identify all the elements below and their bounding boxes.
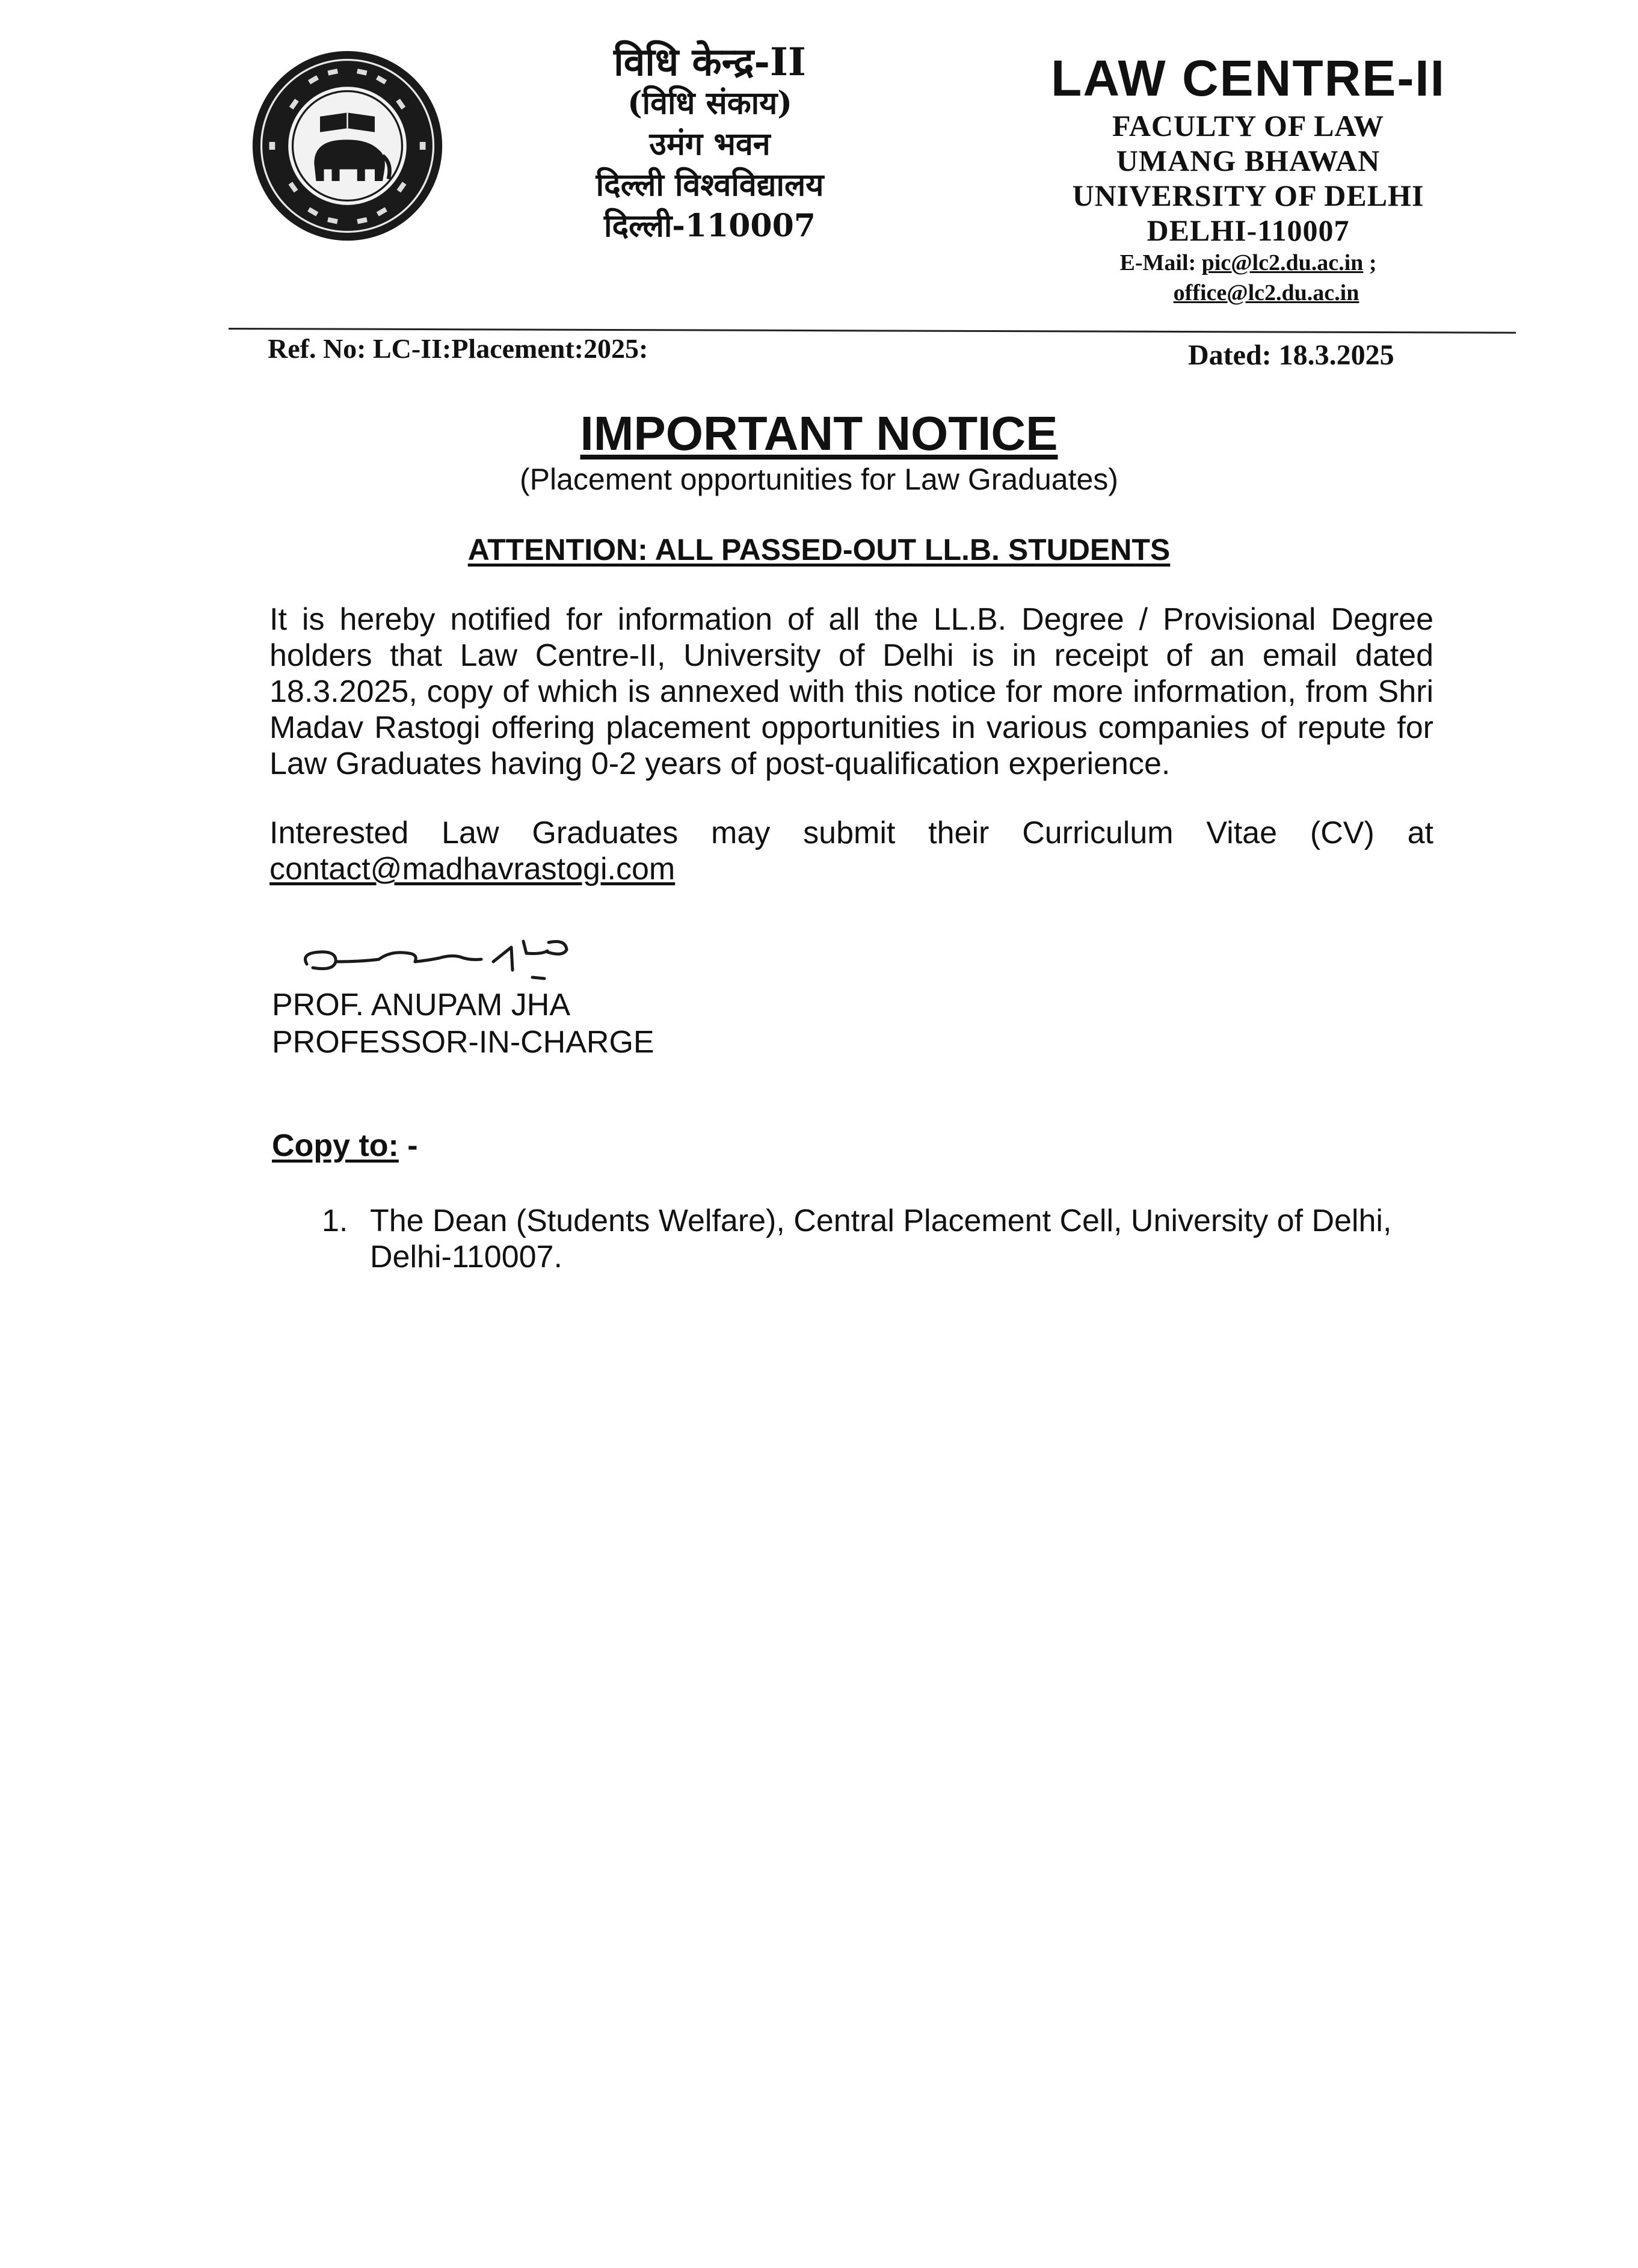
- list-item-text: The Dean (Students Welfare), Central Placement Cell, University of Delhi, Delhi-110007.: [370, 1203, 1392, 1274]
- signatory-name: PROF. ANUPAM JHA: [272, 988, 571, 1022]
- handwritten-signature-icon: [289, 917, 662, 989]
- email-line: [1005, 278, 1492, 308]
- university-seal-icon: [250, 48, 445, 244]
- signatory-block: [272, 986, 654, 1061]
- email-line: [1005, 248, 1492, 278]
- notice-date: Dated: 18.3.2025: [1188, 339, 1394, 371]
- email-separator: ;: [1369, 250, 1377, 275]
- hindi-line: दिल्ली विश्वविद्यालय: [596, 167, 824, 203]
- notice-paragraph: It is hereby notified for information of all the LL.B. Degree / Provisional Degree holders that Law Centre-II, University of Delhi is in receipt of an email dated 18.3.2025, copy of which is annexed with this notice for more information, from Shri Madav Rastogi offering placement opportunities in various companies of repute for Law Graduates having 0-2 years of post-qualification experience.: [269, 602, 1433, 781]
- address-line: UNIVERSITY OF DELHI: [1072, 179, 1424, 212]
- address-line: FACULTY OF LAW: [1112, 109, 1384, 143]
- hindi-letterhead: [523, 42, 896, 247]
- address-line: DELHI-110007: [1147, 214, 1350, 247]
- email-link[interactable]: office@lc2.du.ac.in: [1173, 280, 1359, 306]
- english-letterhead: [1005, 48, 1492, 308]
- list-item-number: 1.: [322, 1203, 348, 1238]
- copy-to-heading: [272, 1128, 418, 1164]
- attention-heading: ATTENTION: ALL PASSED-OUT LL.B. STUDENTS: [467, 533, 1171, 567]
- notice-paragraph: [269, 815, 1433, 887]
- signatory-designation: PROFESSOR-IN-CHARGE: [272, 1025, 654, 1060]
- paragraph-text: Interested Law Graduates may submit their Curriculum Vitae (CV) at: [269, 816, 1433, 850]
- copy-to-label: Copy to:: [272, 1128, 399, 1163]
- email-link[interactable]: pic@lc2.du.ac.in: [1201, 250, 1364, 275]
- hindi-line: उमंग भवन: [649, 126, 771, 162]
- notice-title: IMPORTANT NOTICE: [580, 407, 1058, 460]
- email-label: E-Mail:: [1119, 250, 1196, 275]
- reference-number: Ref. No: LC-II:Placement:2025:: [268, 333, 648, 364]
- address-line: UMANG BHAWAN: [1116, 144, 1381, 177]
- hindi-line: दिल्ली-110007: [604, 207, 816, 244]
- copy-to-suffix: -: [398, 1128, 418, 1163]
- hindi-line: (विधि संकाय): [627, 85, 792, 121]
- hindi-title: विधि केन्द्र-II: [614, 40, 806, 85]
- notice-subtitle: (Placement opportunities for Law Graduates): [520, 463, 1118, 496]
- contact-email-link[interactable]: contact@madhavrastogi.com: [269, 852, 676, 887]
- institution-title: LAW CENTRE-II: [1051, 50, 1446, 106]
